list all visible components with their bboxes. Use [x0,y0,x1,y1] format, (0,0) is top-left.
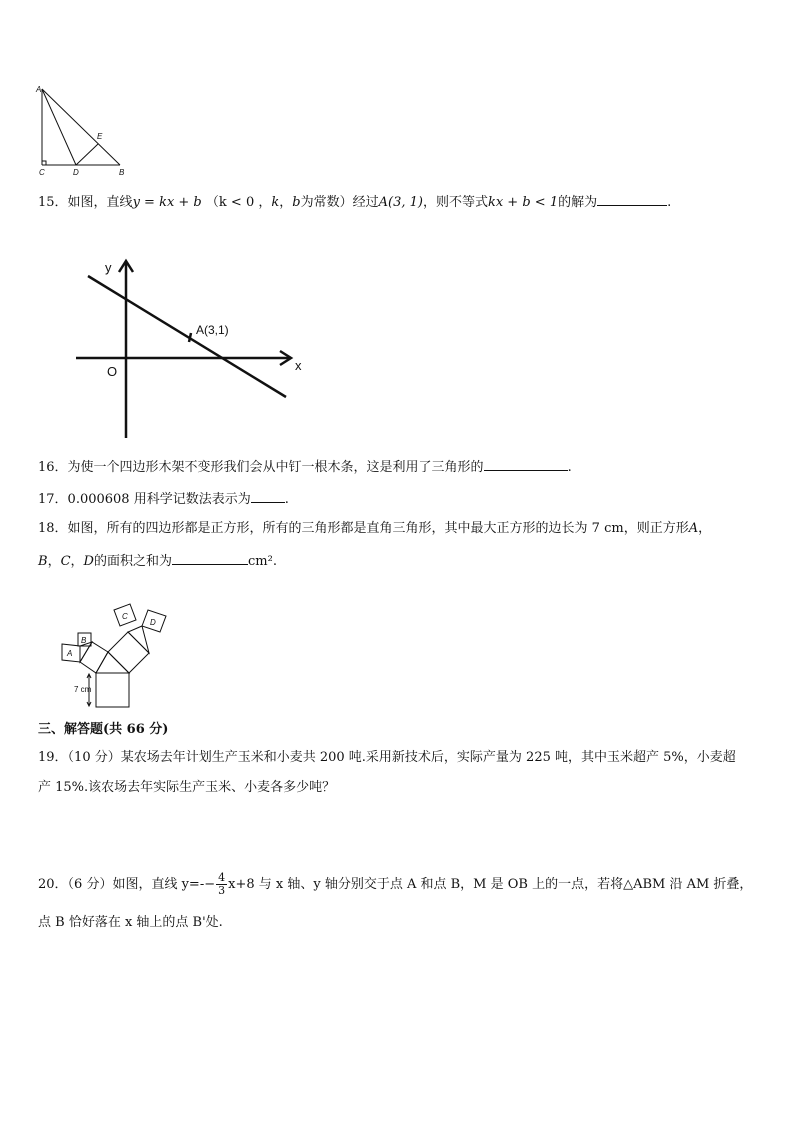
q19-text-1: 19．（10 分）某农场去年计划生产玉米和小麦共 200 吨.采用新技术后，实际产量为 225 吨，其中玉米超产 5%，小麦超 [38,750,736,765]
segment-ad [42,89,76,165]
q17-text: 0.000608 用科学记数法表示为 [67,492,251,507]
question-18-line-1 [38,520,711,538]
point-a-tick [189,333,191,342]
q20-text-1: 20．（6 分）如图，直线 y=- [38,877,205,892]
question-20-line-2 [38,914,223,932]
q15-text-2: （k < 0 ， [205,195,272,210]
question-19-line-2 [38,779,335,797]
segment-de [76,144,98,165]
q16-answer-blank[interactable] [484,457,568,471]
label-square-b: B [81,636,87,645]
label-a: A [36,85,42,94]
y-axis-label: y [105,260,112,275]
q18-square-c: C [60,554,71,569]
label-b: B [119,168,125,177]
q16-end: . [567,460,572,475]
q18-answer-blank[interactable] [172,551,248,565]
q20-fraction-numerator: 4 [218,871,226,884]
label-d: D [73,168,79,177]
q16-text: 为使一个四边形木架不变形我们会从中钉一根木条，这是利用了三角形的 [67,460,484,475]
q18-text-1: 如图，所有的四边形都是正方形，所有的三角形都是直角三角形，其中最大正方形的边长为 7 cm，则正方形 [67,521,689,536]
q15-text-1: 如图，直线 [67,195,133,210]
q18-comma-3: ， [70,554,84,569]
q15-number: 15． [38,195,68,210]
q20-text-2: x+8 与 x 轴、y 轴分别交于点 A 和点 B，M 是 OB 上的一点，若将△ABM 沿 AM 折叠， [228,877,753,892]
label-e: E [97,132,103,141]
coordinate-graph-q15 [70,252,310,444]
q17-answer-blank[interactable] [251,489,285,503]
q18-unit: cm². [248,554,277,569]
origin-label: O [107,364,118,379]
q18-square-b: B [38,554,48,569]
q20-text-3: 点 B 恰好落在 x 轴上的点 B'处. [38,915,223,930]
q15-b: b [292,195,301,210]
q15-inequality: kx + b < 1 [487,195,559,210]
q15-answer-blank[interactable] [597,192,667,206]
question-15 [38,192,671,212]
triangle-left [80,642,92,662]
q18-square-a: A [688,521,699,536]
right-triangle-main [96,652,129,673]
x-axis-label: x [295,358,302,373]
q17-number: 17． [38,492,68,507]
q18-square-d: D [83,554,94,569]
question-17 [38,489,289,509]
triangle-figure-q14 [30,82,140,178]
q20-fraction [216,872,227,897]
square-right-mid [108,632,149,673]
question-20-line-1 [38,872,752,898]
largest-square [96,673,129,707]
q15-end: . [667,195,672,210]
q17-end: . [284,492,289,507]
question-16 [38,457,572,477]
question-19-line-1 [38,749,736,767]
label-square-d: D [150,618,156,627]
q18-comma-1: ， [698,521,712,536]
label-square-c: C [122,612,128,621]
triangle-right [128,626,149,653]
q18-number: 18． [38,521,68,536]
pythagorean-squares-figure-q18 [52,598,182,714]
q15-text-6: 的解为 [558,195,598,210]
section-3-heading [38,721,168,739]
square-left-mid [80,642,108,673]
label-c: C [39,168,45,177]
segment-ab [42,89,120,165]
q15-line-equation: y = kx + b [132,195,202,210]
q16-number: 16． [38,460,68,475]
right-angle-mark [42,161,46,165]
q20-minus: − [204,877,216,892]
q15-text-5: ，则不等式 [422,195,488,210]
point-a-label: A(3,1) [196,323,229,337]
q20-fraction-denominator: 3 [218,884,226,897]
q15-text-4: 为常数）经过 [300,195,379,210]
question-18-line-2 [38,551,277,571]
q18-text-2: 的面积之和为 [93,554,172,569]
q15-k: k [271,195,280,210]
q15-text-3: ， [279,195,293,210]
line-y-kx-b [88,276,286,397]
label-square-a: A [67,649,73,658]
q18-comma-2: ， [47,554,61,569]
side-length-label: 7 cm [74,685,92,694]
section-3-title: 三、解答题(共 66 分) [38,722,169,737]
q15-point: A(3, 1) [378,195,423,210]
q19-text-2: 产 15%.该农场去年实际生产玉米、小麦各多少吨？ [38,780,336,795]
